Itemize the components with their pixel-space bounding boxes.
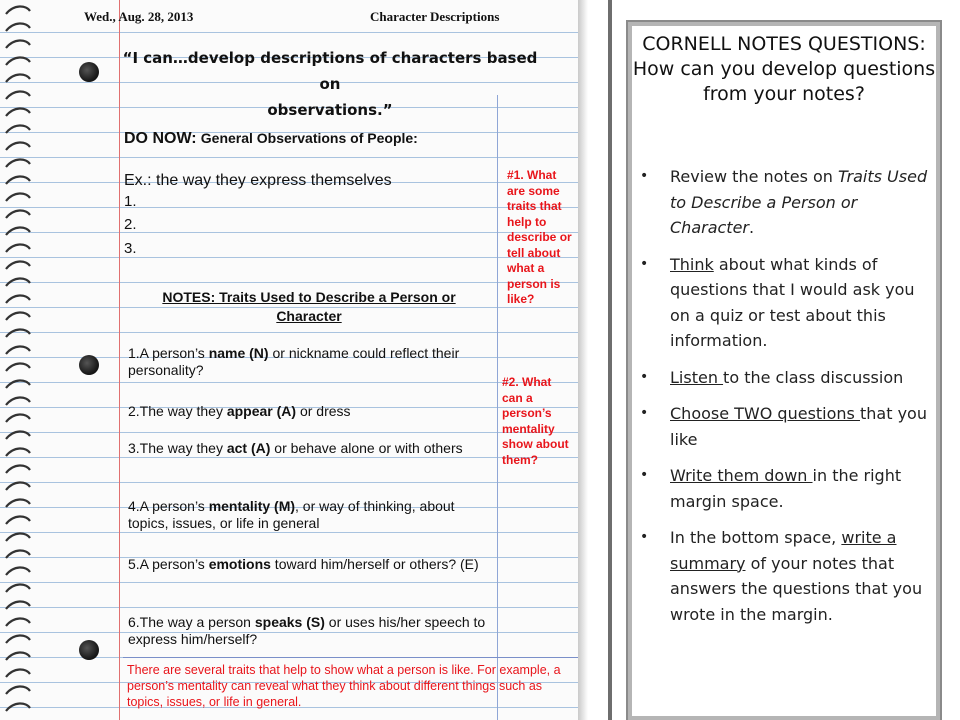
spiral-coil [6,703,30,711]
spiral-coil [6,23,30,31]
trait-item: 3.The way they act (A) or behave alone or with others [128,440,463,456]
spiral-coil [6,465,30,473]
spiral-coil [6,142,30,150]
spiral-coil [6,210,30,218]
cue-question-1: #1. What are some traits that help to describe or tell about what a person is like? [507,168,572,306]
spiral-coil [6,448,30,456]
spiral-coil [6,533,30,541]
spiral-coil [6,499,30,507]
trait-item: 2.The way they appear (A) or dress [128,403,351,419]
card-title: CORNELL NOTES QUESTIONS: How can you develop questions from your notes? [632,33,936,105]
instruction-item: • Listen to the class discussion [640,365,930,391]
spiral-coil [6,601,30,609]
spiral-coil [6,329,30,337]
spiral-coil [6,74,30,82]
objective-statement [115,45,545,123]
page-shadow [578,0,588,720]
spiral-coil [6,516,30,524]
spiral-coil [6,278,30,286]
trait-item: 5.A person’s emotions toward him/herself or others? (E) [128,556,479,572]
trait-item: 1.A person’s name (N) or nickname could reflect their personality? [128,345,460,378]
cue-question-2: #2. What can a person’s mentality show about them? [502,375,569,467]
objective-line-2: observations.” [267,101,393,119]
spiral-coil [6,567,30,575]
spiral-binding [0,0,40,720]
objective-line-1: I can…develop descriptions of characters based on [132,49,538,93]
list-item: 3. [124,240,137,257]
date-header: Wed., Aug. 28, 2013 [84,9,194,24]
spiral-coil [6,6,30,14]
slide-divider [608,0,612,720]
spiral-coil [6,363,30,371]
spiral-coil [6,159,30,167]
spiral-coil [6,125,30,133]
spiral-coil [6,40,30,48]
spiral-coil [6,57,30,65]
punch-hole [79,355,99,375]
punch-hole [79,62,99,82]
trait-item: 6.The way a person speaks (S) or uses his/her speech to express him/herself? [128,614,486,647]
spiral-coil [6,108,30,116]
do-now-label: DO NOW: [124,130,197,147]
example-text: Ex.: the way they express themselves [124,172,392,189]
spiral-coil [6,635,30,643]
open-quote: “ [122,49,133,67]
spiral-coil [6,686,30,694]
header-title: Character Descriptions [370,9,500,24]
do-now [124,130,418,148]
summary-divider [123,657,578,658]
spiral-coil [6,550,30,558]
summary-text: There are several traits that help to show what a person is like. For example, a person’s mentality can reveal what they think about different things such as topics, issues, or life in general. [127,663,561,709]
spiral-coil [6,176,30,184]
instruction-item: • Think about what kinds of questions that I would ask you on a quiz or test about this information. [640,252,930,354]
spiral-coil [6,380,30,388]
do-now-text: General Observations of People: [200,130,418,146]
spiral-coil [6,261,30,269]
spiral-coil [6,91,30,99]
spiral-coil [6,618,30,626]
spiral-coil [6,346,30,354]
notes-heading-line-1: NOTES: Traits Used to Describe a Person or [162,289,456,305]
spiral-coil [6,414,30,422]
spiral-coil [6,482,30,490]
instruction-item: • Choose TWO questions that you like [640,401,930,452]
spiral-coil [6,397,30,405]
spiral-coils [0,0,40,720]
spiral-coil [6,244,30,252]
list-item: 1. [124,193,137,210]
spiral-coil [6,431,30,439]
spiral-coil [6,312,30,320]
instruction-item: • Review the notes on Traits Used to Describe a Person or Character. [640,164,930,241]
spiral-coil [6,295,30,303]
instruction-item: • In the bottom space, write a summary of your notes that answers the questions that you wrote in the margin. [640,525,930,627]
spiral-coil [6,193,30,201]
spiral-coil [6,584,30,592]
spiral-coil [6,652,30,660]
notes-heading [124,288,494,326]
cue-column-line [497,95,498,720]
notes-heading-line-2: Character [276,308,342,324]
list-item: 2. [124,216,137,233]
trait-item: 4.A person’s mentality (M), or way of thinking, about topics, issues, or life in general [128,498,455,531]
spiral-coil [6,669,30,677]
spiral-coil [6,227,30,235]
instruction-item: • Write them down in the right margin space. [640,463,930,514]
punch-hole [79,640,99,660]
instruction-list [640,164,930,627]
